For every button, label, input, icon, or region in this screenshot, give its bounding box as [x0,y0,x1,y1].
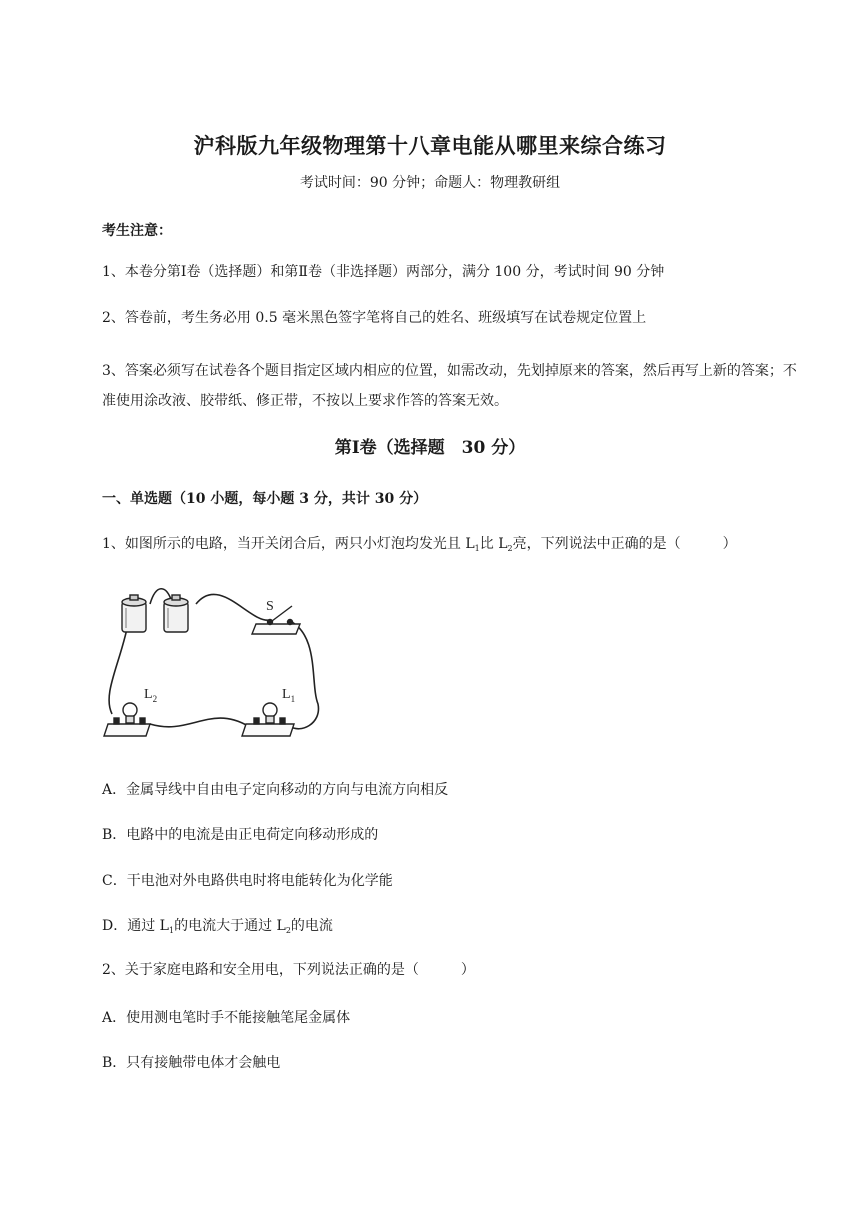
question-2-stem: 2、关于家庭电路和安全用电，下列说法正确的是（ ） [102,962,475,978]
section-title: 第Ⅰ卷（选择题 30 分） [334,438,526,458]
notice-item-1: 1、本卷分第Ⅰ卷（选择题）和第Ⅱ卷（非选择题）两部分，满分 100 分，考试时间 90 分钟 [102,264,665,280]
part-heading: 一、单选题（10 小题，每小题 3 分，共计 30 分） [102,491,428,507]
lamp-l1-label: $L_1$ [282,687,296,704]
notice-heading: 考生注意： [102,223,172,239]
notice-item-2: 2、答卷前，考生务必用 0.5 毫米黑色签字笔将自己的姓名、班级填写在试卷规定位置上 [102,310,647,326]
question-2-option-b: B．只有接触带电体才会触电 [102,1055,281,1071]
question-1-option-a: A．金属导线中自由电子定向移动的方向与电流方向相反 [102,782,449,798]
battery-2 [164,595,188,632]
question-1-stem: 1、如图所示的电路，当开关闭合后，两只小灯泡均发光且 $L_1$比 $L_2$亮，下列说法中正确的是（ ） [102,536,737,553]
switch-label: S [266,599,274,614]
lamp-l2-label: $L_2$ [144,687,158,704]
question-2-option-a: A．使用测电笔时手不能接触笔尾金属体 [102,1010,351,1026]
lamp-l2 [104,703,150,736]
question-1-option-b: B．电路中的电流是由正电荷定向移动形成的 [102,827,379,843]
switch [252,606,300,634]
page-title: 沪科版九年级物理第十八章电能从哪里来综合练习 [193,133,667,158]
notice-item-3: 3、答案必须写在试卷各个题目指定区域内相应的位置，如需改动，先划掉原来的答案，然后再写上新的答案；不准使用涂改液、胶带纸、修正带，不按以上要求作答的答案无效。 [102,363,797,409]
question-1-option-c: C．干电池对外电路供电时将电能转化为化学能 [102,873,393,889]
circuit-diagram [100,584,330,746]
exam-info: 考试时间：90 分钟；命题人：物理教研组 [299,175,561,191]
question-1-option-d: D．通过 $L_1$的电流大于通过 $L_2$的电流 [102,918,333,935]
battery-1 [122,595,146,632]
lamp-l1 [242,703,294,736]
